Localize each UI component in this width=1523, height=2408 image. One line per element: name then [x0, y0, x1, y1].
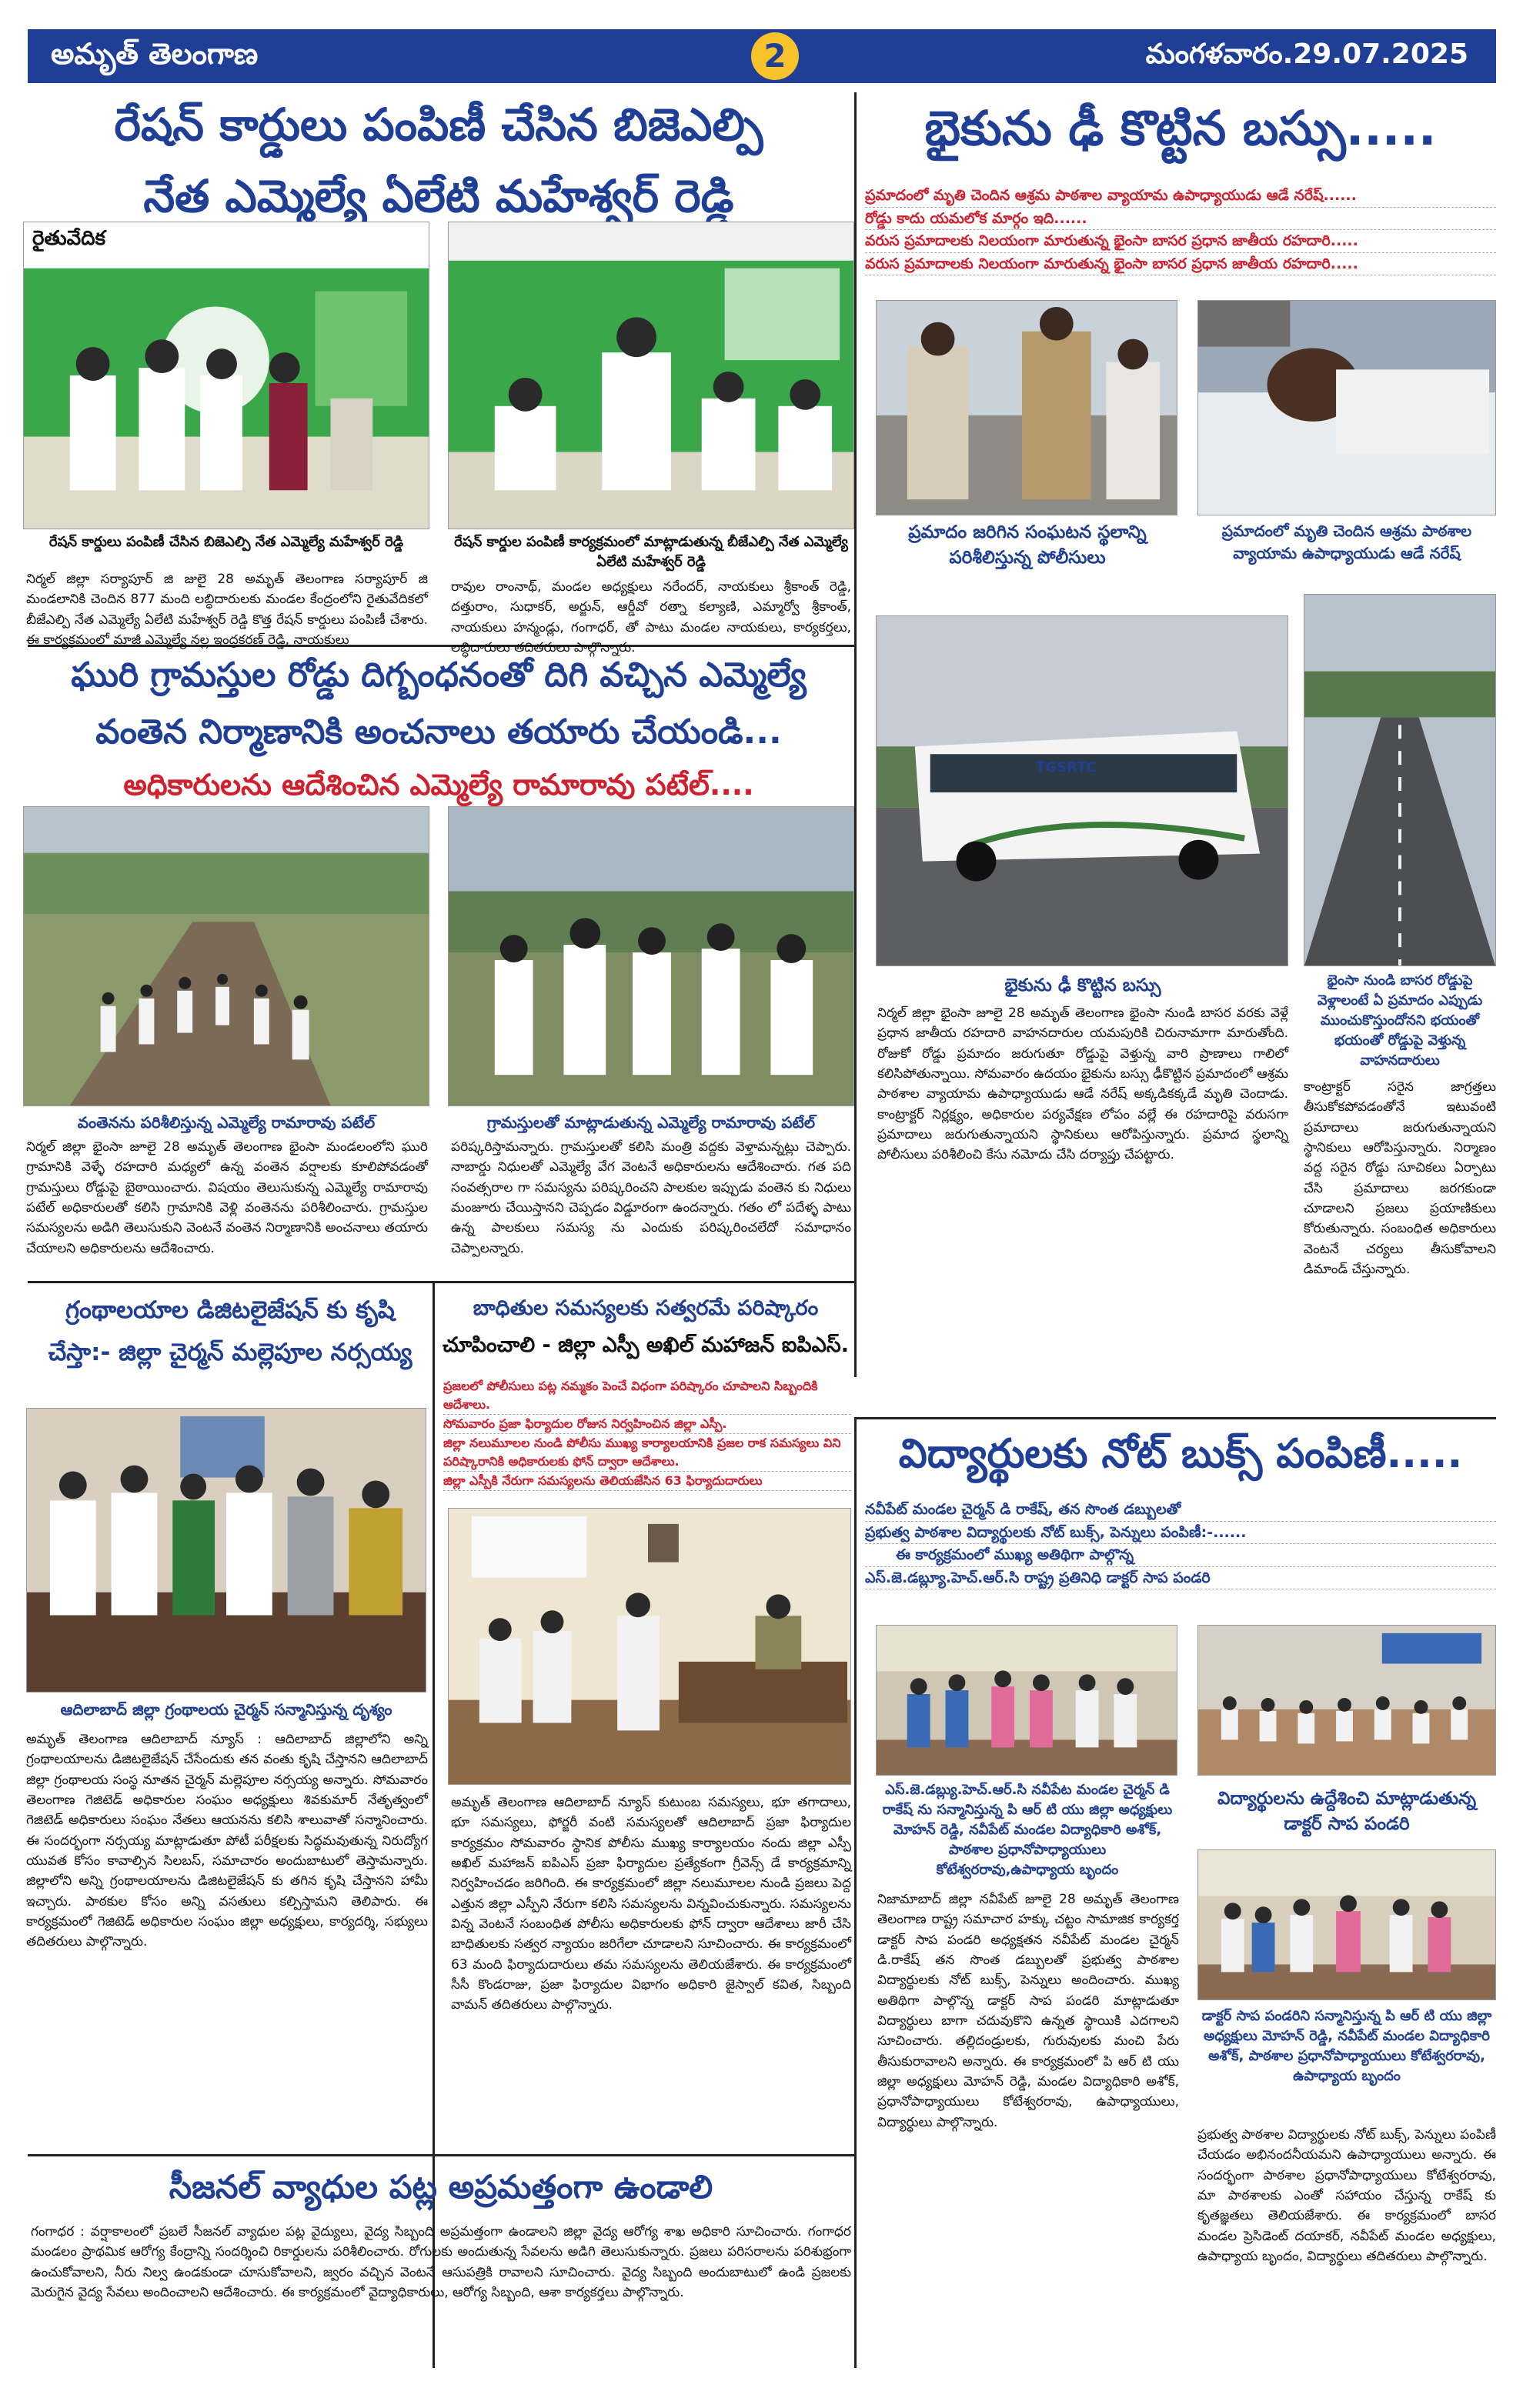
- bus-label: TGSRTC: [1036, 759, 1097, 775]
- story2-headline: [31, 655, 847, 809]
- story4-caption: ఆదిలాబాద్ జిల్లా గ్రంథాలయ చైర్మన్ సన్మానిస్తున్న దృశ్యం: [60, 1700, 392, 1719]
- story1-caption-right: రేషన్ కార్డుల పంపిణీ కార్యక్రమంలో మాట్లాడుతున్న బీజేఎల్పి నేత ఎమ్మెల్యే ఏలేటి మహేశ్వర్ రెడ్డి: [454, 534, 848, 571]
- story3-highlight: రోడ్డు కాదు యమలోక మార్గం ఇది......: [865, 208, 1496, 231]
- story4-headline-line1: గ్రంథాలయాల డిజిటలైజేషన్ కు కృషి: [65, 1296, 395, 1324]
- story4-photo: [26, 1408, 426, 1693]
- story3-photo-bus: [876, 615, 1288, 966]
- story1-headline-line1: రేషన్ కార్డులు పంపిణీ చేసిన బిజెఎల్పి: [114, 98, 763, 151]
- page-number: 2: [751, 32, 799, 80]
- story6-caption-right-bottom: డాక్టర్ సాప పండరిని సన్మానిస్తున్న పి ఆర్ టి యు జిల్లా అధ్యక్షులు మోహన్ రెడ్డి, నవీపేట్ మండల విద్యాధికారి అశోక్, పాఠశాల ప్రధానోపాధ్యాయులు కోటేశ్వరరావు, ఉపాధ్యాయ బృందం: [1201, 2008, 1492, 2085]
- section-divider: [28, 1281, 854, 1283]
- story2-caption-right: గ్రామస్తులతో మాట్లాడుతున్న ఎమ్మెల్యే రామారావు పటేల్: [486, 1113, 816, 1132]
- story6-body-right: ప్రభుత్వ పాఠశాల విద్యార్థులకు నోట్ బుక్స్, పెన్నులు పంపిణీ చేయడం అభినందనీయమని ఉపాధ్యాయులు అన్నారు. ఈ సందర్భంగా పాఠశాల ప్రధానోపాధ్యాయులు కోటేశ్వరరావు, మా పాఠశాలకు ఎంతో సహాయం చేస్తున్న రాకేష్ కు కృతజ్ఞతలు తెలియజేశారు. ఈ కార్యక్రమంలో బాసర మండల ప్రెసిడెంట్ దయాకర్, నవీపేట్ మండల అధ్యక్షులు, ఉపాధ్యాయ బృందం, విద్యార్థులు తదితరులు పాల్గొన్నారు.: [1197, 2127, 1496, 2265]
- story5-highlight: సోమవారం ప్రజా ఫిర్యాదుల రోజున నిర్వహించిన జిల్లా ఎస్పీ.: [443, 1415, 851, 1434]
- story1-headline-line2: నేత ఎమ్మెల్యే ఏలేటి మహేశ్వర్ రెడ్డి: [143, 170, 734, 222]
- story6-photo-left: [876, 1625, 1177, 1776]
- story3-highlight: వరుస ప్రమాదాలకు నిలయంగా మారుతున్న భైంసా బాసర ప్రధాన జాతీయ రహదారి.....: [865, 253, 1496, 276]
- story6-highlights: [865, 1499, 1496, 1589]
- story6-highlight: ఎస్.జె.డబ్ల్యూ.హెచ్.ఆర్.సి రాష్ట్ర ప్రతినిధి డాక్టర్ సాప పండరి: [865, 1567, 1496, 1590]
- story5-highlight: జిల్లా ఎస్పీకి నేరుగా సమస్యలను తెలియజేసిన 63 ఫిర్యాదుదారులు: [443, 1472, 851, 1491]
- story2-body-right: పరిష్కరిస్తామన్నారు. గ్రామస్తులతో కలిసి మంత్రి వద్దకు వెళ్తామన్నట్లు చెప్పారు. నాబార్డు నిధులతో ఎమ్మెల్యే వేగ వెంటనే అధికారులను ఆదేశించారు. గత పది సంవత్సరాల గా సమస్యను పరిష్కరించని పాలకుల ఇప్పుడు వంతెన కు నిధులు మంజూరు చేయిస్తానని చెప్పడం విడ్డూరంగా ఉందన్నారు. గతం లో పదేళ్ళ పాటు ఉన్న పాలకులు సమస్య ను ఎందుకు పరిష్కరించలేదో సమాధానం చెప్పాలన్నారు.: [451, 1139, 851, 1256]
- story3-highlight: వరుస ప్రమాదాలకు నిలయంగా మారుతున్న భైంసా బాసర ప్రధాన జాతీయ రహదారి.....: [865, 230, 1496, 253]
- story6-highlight: ప్రభుత్వ పాఠశాల విద్యార్థులకు నోట్ బుక్స్, పెన్నులు పంపిణీ:-......: [865, 1522, 1496, 1545]
- story5-highlight: ప్రజలలో పోలీసులు పట్ల నమ్మకం పెంచే విధంగా పరిష్కారం చూపాలని సిబ్బందికి ఆదేశాలు.: [443, 1377, 851, 1415]
- story3-caption-road: భైంసా నుండి బాసర రోడ్డుపై వెళ్లాలంటే ఏ ప్రమాదం ఎప్పుడు ముంచుకొస్తుందోనని భయంతో భయంతో రోడ్డుపై వెళ్తున్న వాహనదారులు: [1317, 972, 1483, 1069]
- column-divider: [854, 1419, 857, 2368]
- story5-photo: [448, 1508, 851, 1785]
- story6-caption-right-top: విద్యార్థులను ఉద్దేశించి మాట్లాడుతున్న డాక్టర్ సాప పండరి: [1217, 1789, 1476, 1835]
- story5-headline-line1: బాధితుల సమస్యలకు సత్వరమే పరిష్కారం: [473, 1296, 819, 1320]
- story1-photo-right: [448, 222, 854, 529]
- story5-headline-line2: చూపించాలి - జిల్లా ఎస్పీ అఖిల్ మహాజన్ ఐపిఎస్.: [442, 1333, 849, 1357]
- section-divider: [854, 1417, 1496, 1419]
- story3-photo-victim: [1197, 300, 1496, 515]
- story6-photo-right-top: [1197, 1625, 1496, 1776]
- story3-body-side: కాంట్రాక్టర్ సరైన జాగ్రత్తలు తీసుకోకపోవడంతోనే ఇటువంటి ప్రమాదాలు జరుగుతున్నాయని స్థానికులు ఆరోపిస్తున్నారు. నిర్మాణం వద్ద సరైన రోడ్డు సూచికలు ఏర్పాటు చేసి ప్రమాదాలు జరగకుండా చూడాలని ప్రజలు ప్రయాణికులు కోరుతున్నారు. సంబంధిత అధికారులు వెంటనే చర్యలు తీసుకోవాలని డిమాండ్ చేస్తున్నారు.: [1304, 1079, 1496, 1278]
- story5-body: అమృత్ తెలంగాణ ఆదిలాబాద్ న్యూస్ కుటుంబ సమస్యలు, భూ తగాదాలు, భూ సమస్యలు, ఫోర్జరీ వంటి సమస్యలతో ఆదిలాబాద్ ప్రజా ఫిర్యాదుల కార్యక్రమం సోమవారం స్థానిక పోలీసు ముఖ్య కార్యాలయం నందు జిల్లా ఎస్పీ అఖిల్ మహాజన్ ఐపిఎస్ ప్రజా ఫిర్యాదుల ప్రత్యేకంగా గ్రీవెన్స్ డే కార్యక్రమాన్ని నిర్వహించడం జరిగింది. ఈ కార్యక్రమంలో జిల్లా నలుమూలల నుండి ప్రజలు పెద్ద ఎత్తున జిల్లా ఎస్పీని నేరుగా కలిసి సమస్యలను విన్నవించుకున్నారు. సమస్యలను విన్న వెంటనే సంబంధిత పోలీసు అధికారులకు ఫోన్ ద్వారా ఆదేశాలు జారీ చేసి బాధితులకు సత్వర న్యాయం జరిగేలా చూడాలని సూచించారు. ఈ కార్యక్రమంలో 63 మంది ఫిర్యాదుదారులు తమ సమస్యలను తెలియజేశారు. ఈ కార్యక్రమంలో సీసీ కొండరాజు, ప్రజా ఫిర్యాదుల విభాగం అధికారి జైస్వాల్ కవిత, సిబ్బంది వామన్ తదితరులు పాల్గొన్నారు.: [451, 1795, 851, 2013]
- newspaper-name: అమృత్ తెలంగాణ: [51, 37, 259, 71]
- story2-headline-line2: వంతెన నిర్మాణానికి అంచనాలు తయారు చేయండి...: [95, 712, 782, 752]
- story2-headline-line3: అధికారులను ఆదేశించిన ఎమ్మెల్యే రామారావు పటేల్....: [123, 768, 754, 802]
- story4-headline-line2: చేస్తా:- జిల్లా చైర్మన్ మల్లెపూల నర్సయ్య: [48, 1339, 412, 1366]
- story1-caption-left: రేషన్ కార్డులు పంపిణీ చేసిన బిజెఎల్పి నేత ఎమ్మెల్యే మహేశ్వర్ రెడ్డి: [48, 534, 404, 550]
- story7-headline: సీజనల్ వ్యాధుల పట్ల అప్రమత్తంగా ఉండాలి: [169, 2168, 713, 2206]
- story2-caption-left: వంతెనను పరిశీలిస్తున్న ఎమ్మెల్యే రామారావు పటేల్: [77, 1113, 376, 1132]
- masthead: [28, 29, 1496, 83]
- story3-caption-bus: భైకును ఢీ కొట్టిన బస్సు: [1004, 976, 1161, 996]
- story6-headline: విద్యార్థులకు నోట్ బుక్స్ పంపిణీ.....: [898, 1431, 1463, 1477]
- story1-body-right: రావుల రాంనాథ్, మండల అధ్యక్షులు నరేందర్, నాయకులు శ్రీకాంత్ రెడ్డి, దత్తురాం, సుధాకర్, అర్జున్, ఆర్డీవో రత్నా కల్యాణి, ఎమ్మార్వో శ్రీకాంత్, నాయకులు హన్మండ్లు, గంగాధర్, తో పాటు మండల నాయకులు, కార్యకర్తలు, లబ్ధిదారులు తదితరులు పాల్గొన్నారు.: [451, 579, 851, 656]
- story4-headline: [28, 1296, 433, 1372]
- story2-photo-right: [448, 806, 854, 1106]
- story5-highlight: జిల్లా నలుమూలల నుండి పోలీసు ముఖ్య కార్యాలయానికి ప్రజల రాక సమస్యలు విని పరిష్కారానికి అధికారులకు ఫోన్ ద్వారా ఆదేశాలు.: [443, 1434, 851, 1472]
- story3-photo-road: [1304, 594, 1496, 966]
- column-divider: [854, 92, 857, 1377]
- story6-body-left: నిజామాబాద్ జిల్లా నవీపేట్ జూలై 28 అమృత్ తెలంగాణ తెలంగాణ రాష్ట్ర సమాచార హక్కు చట్టం సామాజిక కార్యకర్త డాక్టర్ సాప పండరి అధ్యక్షతన నవీపేట్ మండల చైర్మన్ డి.రాకేష్ తన సొంత డబ్బులతో ప్రభుత్వ పాఠశాల విద్యార్థులకు నోట్ బుక్స్, పెన్నులు అందించారు. ముఖ్య అతిథిగా పాల్గొన్న డాక్టర్ సాప పండరి మాట్లాడుతూ విద్యార్థులు బాగా చదువుకొని ఉన్నత స్థాయికి ఎదగాలని సూచించారు. తల్లిదండ్రులకు, గురువులకు మంచి పేరు తీసుకురావాలని అన్నారు. ఈ కార్యక్రమంలో పి ఆర్ టి యు జిల్లా అధ్యక్షులు మోహన్ రెడ్డి, మండల విద్యాధికారి అశోక్, ప్రధానోపాధ్యాయులు కోటేశ్వరరావు, ఉపాధ్యాయులు, విద్యార్థులు పాల్గొన్నారు.: [877, 1892, 1179, 2130]
- story6-photo-right-bottom: [1197, 1849, 1496, 2000]
- story5-headline: [440, 1296, 851, 1362]
- story3-photo-police: [876, 300, 1177, 515]
- story3-caption-victim: ప్రమాదంలో మృతి చెందిన ఆశ్రమ పాఠశాల వ్యాయామ ఉపాధ్యాయుడు ఆడే నరేష్: [1221, 522, 1472, 562]
- story3-highlight: ప్రమాదంలో మృతి చెందిన ఆశ్రమ పాఠశాల వ్యాయామ ఉపాధ్యాయుడు ఆడే నరేష్......: [865, 185, 1496, 208]
- story2-body-left: నిర్మల్ జిల్లా భైంసా జూలై 28 అమృత్ తెలంగాణ భైంసా మండలంలోని ఘురి గ్రామానికి వెళ్ళే రహదారి మధ్యలో ఉన్న వంతెన వర్షాలకు కూలిపోవడంతో గ్రామస్తులు రోడ్డుపై బైఠాయించారు. విషయం తెలుసుకున్న ఎమ్మెల్యే రామారావు పటేల్ అధికారులతో కలిసి గ్రామానికి వెళ్లి వంతెనను పరిశీలించారు. గ్రామస్తుల సమస్యలను అడిగి తెలుసుకుని వెంటనే వంతెన నిర్మాణానికి అంచనాలు తయారు చేయాలని అధికారులను ఆదేశించారు.: [26, 1139, 428, 1256]
- story1-headline: [31, 98, 847, 234]
- story7-body: గంగాధర : వర్షాకాలంలో ప్రబలే సీజనల్ వ్యాధుల పట్ల వైద్యులు, వైద్య సిబ్బంది అప్రమత్తంగా ఉండాలని జిల్లా వైద్య ఆరోగ్య శాఖ అధికారి సూచించారు. గంగాధర మండలం ప్రాథమిక ఆరోగ్య కేంద్రాన్ని సందర్శించి రికార్డులను పరిశీలించారు. రోగులకు అందుతున్న సేవలను అడిగి తెలుసుకున్నారు. ప్రజలు పరిసరాలను పరిశుభ్రంగా ఉంచుకోవాలని, నీరు నిల్వ ఉండకుండా చూసుకోవాలని, జ్వరం వచ్చిన వెంటనే ఆసుపత్రికి రావాలని సూచించారు. వైద్య సిబ్బంది అందుబాటులో ఉండి ప్రజలకు మెరుగైన వైద్య సేవలు అందించాలని ఆదేశించారు. ఈ కార్యక్రమంలో వైద్యాధికారులు, ఆరోగ్య సిబ్బంది, ఆశా కార్యకర్తలు పాల్గొన్నారు.: [31, 2224, 851, 2301]
- story1-photo-left: [23, 222, 429, 529]
- story1-body-left: నిర్మల్ జిల్లా సర్యాపూర్ జి జులై 28 అమృత్ తెలంగాణ సర్యాపూర్ జి మండలానికి చెందిన 877 మంది లబ్ధిదారులకు మండల కేంద్రంలోని రైతువేదికలో బీజేఎల్పి నేత ఎమ్మెల్యే ఏలేటి మహేశ్వర్ రెడ్డి కొత్త రేషన్ కార్డులు పంపిణీ చేశారు. ఈ కార్యక్రమంలో మాజీ ఎమ్మెల్యే నల్ల ఇంద్రకరణ్ రెడ్డి, నాయకులు: [26, 572, 428, 649]
- story3-caption-police: ప్రమాదం జరిగిన సంఘటన స్థలాన్ని పరిశీలిస్తున్న పోలీసులు: [908, 522, 1147, 569]
- issue-date: మంగళవారం.29.07.2025: [1145, 38, 1468, 70]
- story4-body: అమృత్ తెలంగాణ ఆదిలాబాద్ న్యూస్ : ఆదిలాబాద్ జిల్లాలోని అన్ని గ్రంథాలయాలను డిజిటలైజేషన్ చేసేందుకు తన వంతు కృషి చేస్తానని ఆదిలాబాద్ జిల్లా గ్రంథాలయ సంస్థ నూతన చైర్మన్ మల్లెపూల నర్సయ్య అన్నారు. సోమవారం తెలంగాణ గెజిటెడ్ అధికారుల సంఘం అధ్యక్షులు శివకుమార్ నేతృత్వంలో గెజిటెడ్ అధికారులు సంఘం నేతలు ఆయనను కలిసి శాలువాతో సన్మానించారు. ఈ సందర్భంగా నర్సయ్య మాట్లాడుతూ పోటీ పరీక్షలకు సిద్ధమవుతున్న నిరుద్యోగ యువత కోసం కావాల్సిన సిలబస్, సమాచారం అందుబాటులో తెస్తామన్నారు. జిల్లాలోని అన్ని గ్రంథాలయాలను డిజిటలైజేషన్ కు తగిన కృషి చేస్తానని హామీ ఇచ్చారు. పాఠకుల కోసం అన్ని వసతులు కల్పిస్తామని తెలిపారు. ఈ కార్యక్రమంలో గెజిటెడ్ అధికారుల సంఘం జిల్లా అధ్యక్షులు, కార్యదర్శి, సభ్యులు తదితరులు పాల్గొన్నారు.: [26, 1732, 428, 1950]
- banner-text: రైతువేదిక: [28, 225, 110, 256]
- story6-caption-left: ఎస్.జె.డబ్ల్యు.హెచ్.ఆర్.సి నవీపేట మండల చైర్మన్ డి రాకేష్ ను సన్మానిస్తున్న పి ఆర్ టి యు జిల్లా అధ్యక్షులు మోహన్ రెడ్డి, నవీపేట్ మండల విద్యాధికారి అశోక్, పాఠశాల ప్రధానోపాధ్యాయులు కోటేశ్వరరావు,ఉపాధ్యాయ బృందం: [882, 1782, 1173, 1879]
- story2-headline-line1: ఘురి గ్రామస్తుల రోడ్డు దిగ్బంధనంతో దిగి వచ్చిన ఎమ్మెల్యే: [71, 655, 807, 695]
- story3-highlights: [865, 185, 1496, 275]
- story3-body-main: నిర్మల్ జిల్లా భైంసా జూలై 28 అమృత్ తెలంగాణ భైంసా నుండి బాసర వరకు వెళ్లే ప్రధాన జాతీయ రహదారి వాహనదారుల యమపురికి చిరునామాగా మారుతోంది. రోజుకో రోడ్డు ప్రమాదం జరుగుతూ రోడ్డుపై వెళ్తున్న వారి ప్రాణాలు గాలిలో కలిసిపోతున్నాయి. సోమవారం ఉదయం భైకును బస్సు ఢీకొట్టిన ప్రమాదంలో ఆశ్రమ పాఠశాల వ్యాయామ ఉపాధ్యాయుడు ఆడే నరేష్ అక్కడికక్కడే మృతి చెందాడు. కాంట్రాక్టర్ నిర్లక్ష్యం, అధికారుల పర్యవేక్షణ లోపం వల్లే ఈ రహదారిపై వరుసగా ప్రమాదాలు జరుగుతున్నాయని స్థానికులు ఆరోపిస్తున్నారు. ప్రమాద స్థలాన్ని పోలీసులు పరిశీలించి కేసు నమోదు చేసి దర్యాప్తు చేపట్టారు.: [877, 1006, 1288, 1163]
- story6-highlight: నవీపేట్ మండల చైర్మన్ డి రాకేష్, తన సొంత డబ్బులతో: [865, 1499, 1496, 1522]
- story3-headline: భైకును ఢీ కొట్టిన బస్సు.....: [924, 100, 1437, 156]
- story6-highlight: ఈ కార్యక్రమంలో ముఖ్య అతిథిగా పాల్గొన్న: [865, 1544, 1496, 1567]
- section-divider: [28, 2154, 854, 2156]
- story2-photo-left: [23, 806, 429, 1106]
- story5-highlights: [443, 1377, 851, 1491]
